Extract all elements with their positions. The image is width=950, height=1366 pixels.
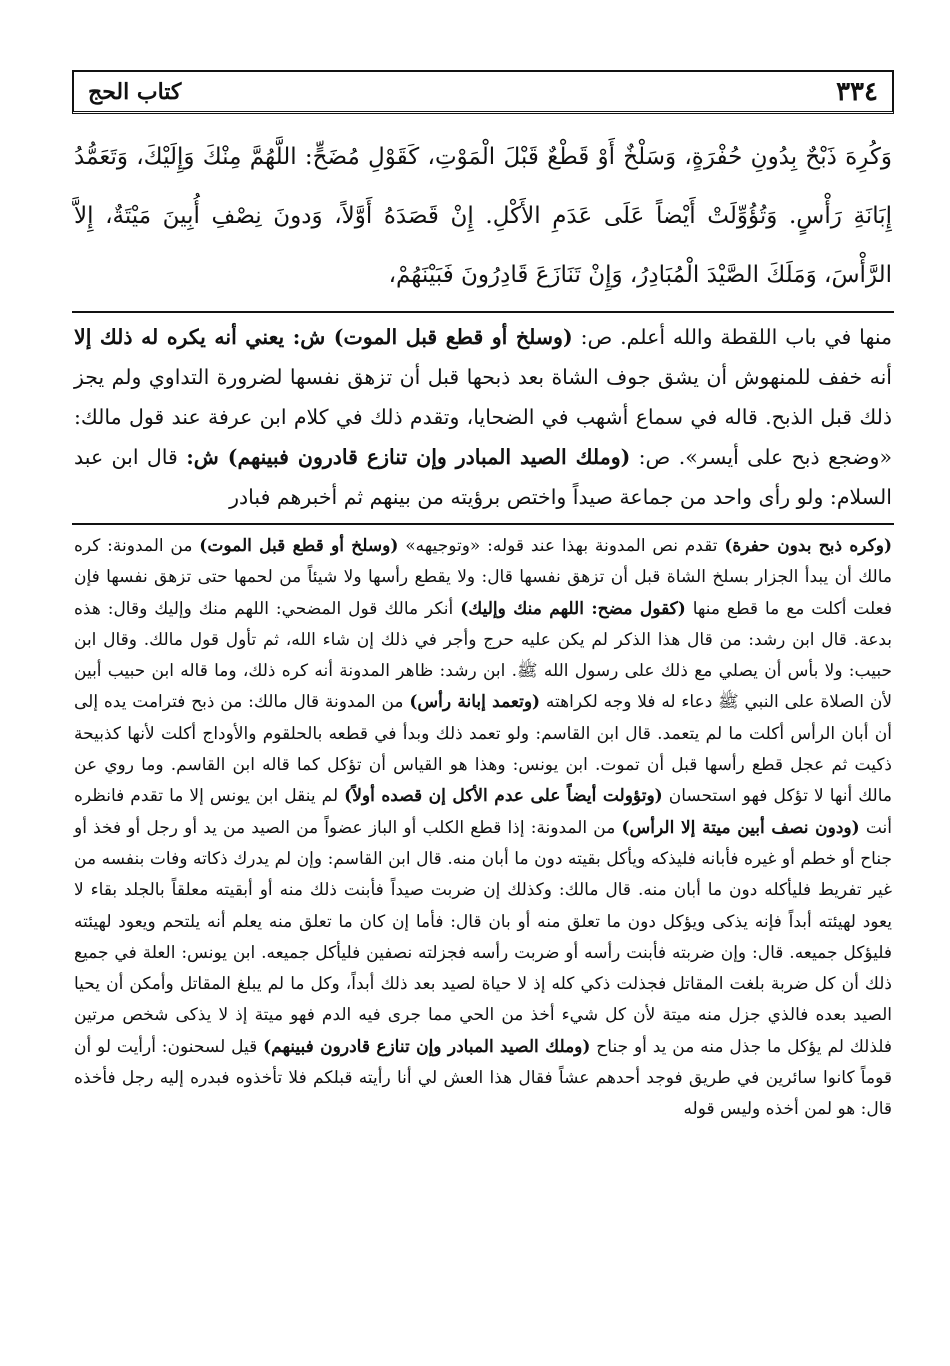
commentary-quote: (ودون نصف أبين ميتة إلا الرأس) <box>621 817 860 838</box>
commentary-text: من المدونة قال مالك: من ذبح فترامت يده إلى أن أبان الرأس أكلت ما لم يتعمد. قال ابن القاسم: ولو تعمد ذلك وبدأ في قطعه بالحلقوم والأوداج أكلت لأنها كذبيحة ذكيت ثم عجل قطع رأسها قبل أن تموت. ابن يونس: وهذا هو القياس أن تؤكل كما قاله ابن القاسم. وما روي عن مالك أنها لا تؤكل فهو استحسان <box>74 692 892 807</box>
matn-text-block <box>72 128 894 305</box>
commentary-text: تقدم نص المدونة بهذا عند قوله: «وتوجيهه» <box>398 536 725 556</box>
commentary-text: منها في باب اللقطة والله أعلم. ص: <box>572 325 893 349</box>
commentary-quote: (وتؤولت أيضاً على عدم الأكل إن قصده أولاً) <box>344 786 663 807</box>
commentary-quote: (وملك الصيد المبادر وإن تنازع قادرون فبينهم) ش: <box>186 445 631 469</box>
upper-divider <box>72 311 894 313</box>
commentary-text: لم ينقل ابن يونس إلا ما تقدم فانظره أنت <box>74 786 893 838</box>
book-page <box>72 70 894 1350</box>
page-number: ٣٣٤ <box>836 76 878 107</box>
page-header <box>72 70 894 114</box>
commentary-quote: (وسلخ أو قطع قبل الموت) ش: يعني أنه يكره له ذلك إلا <box>74 325 573 349</box>
commentary-text: قيل لسحنون: أرأيت لو أن قوماً كانوا سائرين في طريق فوجد أحدهم عشاً فقال هذا العش لي أنا رأيته قبلكم فلا تأخذوه فبدره إليه رجل فأخذه قال: هو لمن أخذه وليس قوله <box>74 1036 892 1120</box>
commentary-quote: (كقول مضح: اللهم منك وإليك) <box>460 598 686 619</box>
commentary-lower-paragraph <box>74 531 892 1126</box>
commentary-quote: (وكره ذبح بدون حفرة) <box>724 536 892 556</box>
commentary-text: من المدونة: كره مالك أن يبدأ الجزار بسلخ الشاة قبل أن تزهق نفسها قال: ولا يقطع رأسها ولا شيئاً من لحمها حتى تزهق نفسها فإن فعلت أكلت مع ما قطع منها <box>74 536 892 619</box>
commentary-upper-paragraph <box>74 317 892 517</box>
lower-divider <box>72 523 894 525</box>
commentary-quote: (وملك الصيد المبادر وإن تنازع قادرون فبينهم) <box>263 1036 591 1057</box>
commentary-text: أنكر مالك قول المضحي: اللهم منك وإليك وقال: هذه بدعة. قال ابن رشد: من قال هذا الذكر لم يكن عليه حرج وأجر في ذلك إن شاء الله، ثم تأول قول مالك. وقال ابن حبيب: ولا بأس أن يصلي مع ذلك على رسول الله ﷺ. ابن رشد: ظاهر المدونة أنه كره ذلك، وما قاله ابن حبيب أبين لأن الصلاة على النبي ﷺ دعاء له فلا وجه لكراهته <box>74 598 893 713</box>
commentary-quote: (وتعمد إبانة رأس) <box>409 692 541 713</box>
commentary-block-upper <box>72 317 894 517</box>
matn-text: وَكُرِهَ ذَبْحٌ بِدُونِ حُفْرَةٍ، وَسَلْخٌ أَوْ قَطْعٌ قَبْلَ الْمَوْتِ، كَقَوْلِ مُضَحٍّ: اللَّهُمَّ مِنْكَ وَإِلَيْكَ، وَتَعَمُّدُ إِبَانَةِ رَأْسٍ. وَتُؤُوِّلَتْ أَيْضاً عَلَى عَدَمِ الأَكْلِ. إِنْ قَصَدَهُ أَوَّلاً، وَدونَ نِصْفِ أُبِينَ مَيْتَةٌ، إِلاَّ الرَّأْسَ، وَمَلَكَ الصَّيْدَ الْمُبَادِرُ، وَإِنْ تَنَازَعَ قَادِرُونَ فَبَيْنَهُمْ، <box>74 144 892 288</box>
book-title: كتاب الحج <box>88 78 182 105</box>
commentary-quote: (وسلخ أو قطع قبل الموت) <box>199 536 399 556</box>
commentary-text: من المدونة: إذا قطع الكلب أو الباز عضواً من الصيد من يد أو رجل أو فخذ أو جناح أو خطم أو غيره فأبانه فليذكه ويأكل بقيته دون ما أبان منه. قال ابن القاسم: وإن لم يدرك ذكاته وفات بنفسه من غير تفريط فليأكله دون ما أبان منه. قال مالك: وكذلك إن ضربت صيداً فأبنت ذلك منه أو أبقيته معلقاً بالجلد بقاء لا يعود لهيئته أبداً فإنه يذكى ويؤكل دون ما تعلق منه أو بان قال: فأما إن كان ما تعلق منه يعلم أنه يلتحم ويعود لهيئته فليؤكل جميعه. قال: وإن ضربته فأبنت رأسه أو ضربت رأسه فجزلته نصفين فليأكل جميعه. ابن يونس: العلة في جميع ذلك أن كل ضربة بلغت المقاتل فجذلت ذكي كله إذ لا حياة لصيد بعد ذلك أبداً، وكل ما لم يبلغ المقاتل وأمكن أن يحيا الصيد بعده فالذي جزل منه ميتة لأن كل شيء أخذ من الحي مما جرى فيه الدم فهو ميتة إذ لا يذكى شخص مرتين فلذلك لم يؤكل ما جذل منه من يد أو جناح <box>74 817 892 1057</box>
commentary-block-lower <box>72 531 894 1126</box>
commentary-text: أنه خفف للمنهوش أن يشق جوف الشاة بعد ذبحها قبل أن تزهق نفسها لضرورة التداوي ولم يجز ذلك قبل الذبح. قاله في سماع أشهب في الضحايا، وتقدم ذلك في كلام ابن عرفة عند قول مالك: «وضجع ذبح على أيسر». ص: <box>74 365 892 469</box>
commentary-text: قال ابن عبد السلام: ولو رأى واحد من جماعة صيداً واختص برؤيته من بينهم ثم أخبرهم فبادر <box>74 445 892 509</box>
